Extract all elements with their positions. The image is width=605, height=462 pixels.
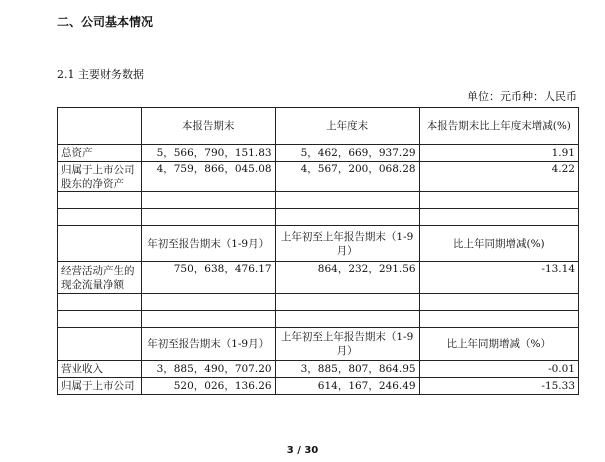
empty-row <box>58 192 579 209</box>
row-label-net-assets: 归属于上市公司股东的净资产 <box>58 162 142 192</box>
table3-header-current: 年初至报告期末（1-9月） <box>141 328 275 361</box>
empty-row <box>58 294 579 311</box>
cell-change: 4.22 <box>419 162 578 192</box>
cell-value: 3，885，490，707.20 <box>141 361 275 378</box>
table2-header-blank <box>58 226 142 262</box>
table-row <box>58 262 579 294</box>
cell-value: 614，167，246.49 <box>275 378 419 395</box>
empty-row <box>58 209 579 226</box>
table3-header-row <box>58 328 579 361</box>
cell-value: 5，566，790，151.83 <box>141 145 275 162</box>
cell-value: 520，026，136.26 <box>141 378 275 395</box>
financial-data-table <box>57 107 579 395</box>
table2-header-row <box>58 226 579 262</box>
table-row <box>58 162 579 192</box>
cell-value: 3，885，807，864.95 <box>275 361 419 378</box>
cell-change: 1.91 <box>419 145 578 162</box>
table3-header-blank <box>58 328 142 361</box>
cell-change: -0.01 <box>419 361 578 378</box>
cell-value: 5，462，669，937.29 <box>275 145 419 162</box>
row-label-net-profit: 归属于上市公司 <box>58 378 142 395</box>
table3-header-change: 比上年同期增减（%） <box>419 328 578 361</box>
table1-header-row <box>58 108 579 145</box>
page-number <box>0 445 605 456</box>
table2-header-change: 比上年同期增减(%) <box>419 226 578 262</box>
empty-row <box>58 311 579 328</box>
table-row <box>58 361 579 378</box>
cell-value: 864，232，291.56 <box>275 262 419 294</box>
table1-header-prior: 上年度末 <box>275 108 419 145</box>
table-row <box>58 145 579 162</box>
cell-value: 4，759，866，045.08 <box>141 162 275 192</box>
total-pages: 30 <box>304 445 319 456</box>
cell-value: 750，638，476.17 <box>141 262 275 294</box>
unit-label: 单位：元币种：人民币 <box>467 90 577 103</box>
table2-header-prior: 上年初至上年报告期末（1-9月） <box>275 226 419 262</box>
row-label-operating-cash-flow: 经营活动产生的现金流量净额 <box>58 262 142 294</box>
table2-header-current: 年初至报告期末（1-9月） <box>141 226 275 262</box>
current-page: 3 <box>286 445 294 456</box>
subsection-title: 2.1 主要财务数据 <box>57 68 144 81</box>
cell-value: 4，567，200，068.28 <box>275 162 419 192</box>
page-separator: / <box>297 445 301 456</box>
cell-change: -13.14 <box>419 262 578 294</box>
table1-header-change: 本报告期末比上年度末增减(%) <box>419 108 578 145</box>
row-label-total-assets: 总资产 <box>58 145 142 162</box>
section-title: 二、公司基本情况 <box>57 15 154 29</box>
cell-change: -15.33 <box>419 378 578 395</box>
table3-header-prior: 上年初至上年报告期末（1-9月） <box>275 328 419 361</box>
row-label-revenue: 营业收入 <box>58 361 142 378</box>
table1-header-blank <box>58 108 142 145</box>
table1-header-current: 本报告期末 <box>141 108 275 145</box>
table-row <box>58 378 579 395</box>
